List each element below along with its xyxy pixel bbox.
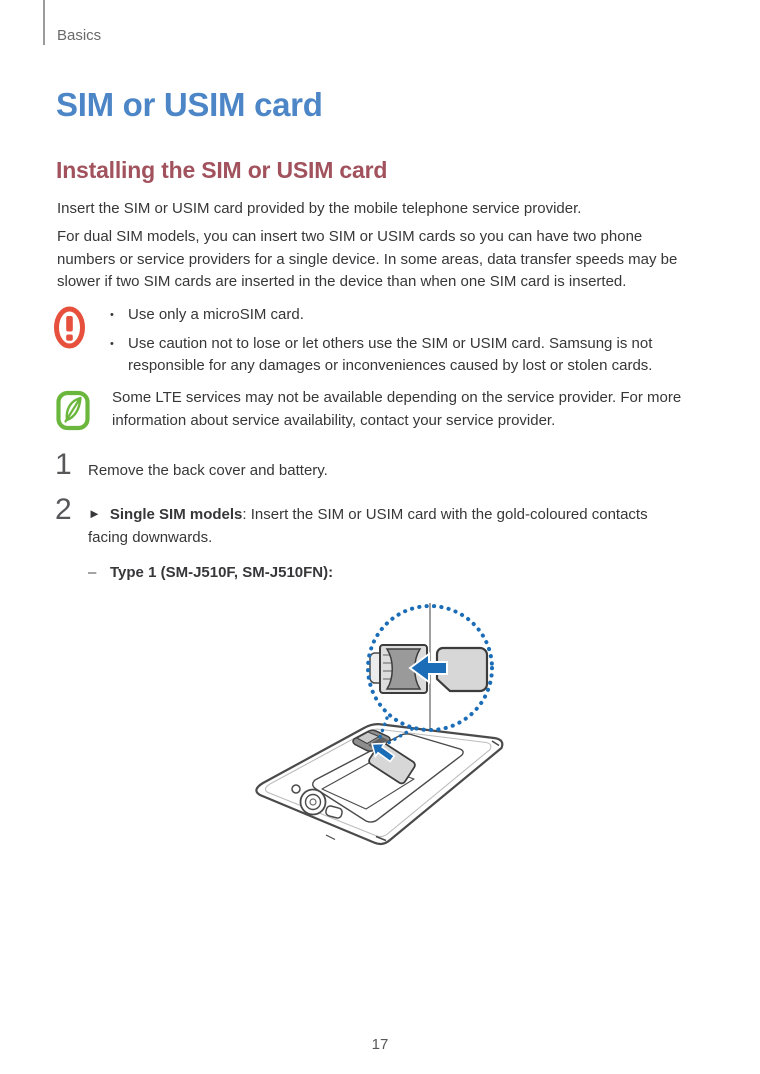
note-icon [56, 389, 90, 432]
step-rest-text: : Insert the SIM or USIM card with the gold-coloured contacts facing downwards. [88, 506, 648, 546]
bullet-icon: • [110, 309, 114, 321]
warning-item-text: Use only a microSIM card. [128, 306, 304, 323]
dash-marker: – [88, 564, 97, 581]
step-sub-item [88, 562, 333, 585]
cover-notch [326, 835, 335, 840]
warning-item-text: Use caution not to lose or let others use the SIM or USIM card. Samsung is not responsible for any damages or inconveniences caused by lost or stolen cards. [128, 334, 653, 374]
camera-ring [301, 790, 326, 815]
note-text: Some LTE services may not be available depending on the service provider. For more information about service availability, contact your service provider. [112, 389, 682, 429]
arrow-marker-icon: ► [88, 506, 101, 521]
page-title: SIM or USIM card [56, 86, 323, 123]
bullet-icon: • [110, 337, 114, 350]
intro-paragraph: Insert the SIM or USIM card provided by the mobile telephone service provider. [57, 200, 582, 217]
page-number: 17 [371, 1036, 389, 1053]
step-number: 1 [55, 448, 72, 481]
section-divider-rule [43, 0, 45, 45]
exclamation-dot-icon [66, 335, 73, 341]
step-text: Remove the back cover and battery. [88, 462, 328, 479]
section-heading: Installing the SIM or USIM card [56, 157, 388, 183]
sub-item-label: Type 1 (SM-J510F, SM-J510FN): [110, 564, 334, 581]
step-text [88, 504, 673, 549]
warning-item [110, 333, 710, 378]
breadcrumb: Basics [57, 27, 102, 44]
warning-list [110, 304, 710, 384]
sim-insertion-figure [230, 593, 542, 865]
step-number: 2 [55, 493, 72, 526]
exclamation-bar-icon [66, 316, 73, 332]
warning-item [110, 304, 710, 327]
warning-icon [54, 306, 85, 349]
step-bold-label: Single SIM models [109, 506, 243, 523]
dual-sim-paragraph: For dual SIM models, you can insert two SIM or USIM cards so you can have two phone numbers or service providers for a single device. In some areas, data transfer speeds may be slower if two SIM cards are inserted in the device than when one SIM card is inserted. [57, 228, 678, 290]
